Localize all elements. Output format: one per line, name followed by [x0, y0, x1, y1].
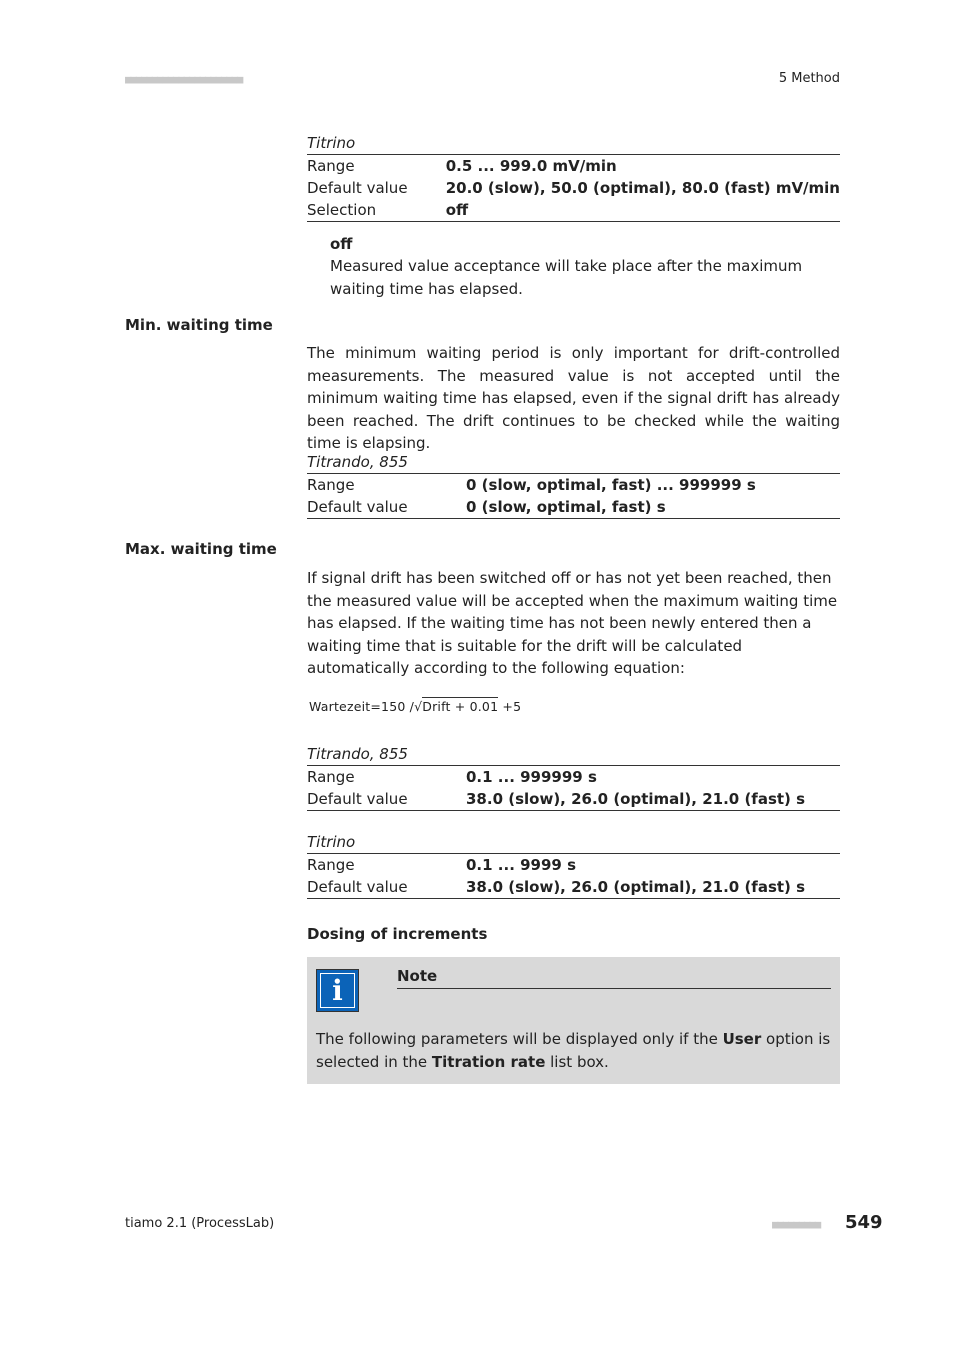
max-waiting-titrino-table-block [307, 831, 840, 899]
formula-radicand: Drift + 0.01 [422, 699, 499, 714]
param-key: Range [307, 476, 355, 494]
max-waiting-time-text: If signal drift has been switched off or has not yet been reached, then the measured value will be accepted when the maximum waiting time has elapsed. If the waiting time has not been newly entered then a waiting time that is suitable for the drift will be calculated automatically according to the following equation: [307, 569, 838, 677]
table-row [307, 474, 840, 497]
note-box [307, 957, 840, 1084]
note-text [316, 1028, 831, 1073]
note-titration-rate: Titration rate [431, 1052, 546, 1071]
param-value: off [445, 201, 469, 219]
dosing-increments-heading: Dosing of increments [307, 925, 488, 943]
header-decoration: ■■■■■■■■■■■■■■■■■■■■■■ [125, 73, 243, 86]
param-key: Default value [307, 790, 408, 808]
footer-decoration: ■■■■■■■■■ [772, 1218, 820, 1231]
table-row [307, 788, 840, 811]
param-key: Range [307, 157, 355, 175]
note-title: Note [397, 965, 831, 989]
param-value: 0.5 ... 999.0 mV/min [445, 157, 617, 175]
note-text-part: option is selected in the [316, 1030, 831, 1071]
chapter-title: 5 Method [778, 71, 840, 86]
table-caption: Titrino [307, 833, 356, 851]
param-value: 20.0 (slow), 50.0 (optimal), 80.0 (fast) mV/min [445, 179, 840, 197]
param-key: Default value [307, 179, 408, 197]
info-icon [316, 969, 359, 1012]
table-row [307, 155, 840, 178]
table-caption: Titrino [307, 134, 356, 152]
max-waiting-titrando-table-block [307, 743, 840, 811]
param-value: 38.0 (slow), 26.0 (optimal), 21.0 (fast) s [466, 790, 806, 808]
param-key: Selection [307, 201, 377, 219]
param-key: Default value [307, 878, 408, 896]
table-caption: Titrando, 855 [307, 745, 408, 763]
page-number: 549 [845, 1212, 883, 1233]
titrino-drift-table-block [307, 132, 840, 222]
parameter-table [307, 473, 840, 519]
max-waiting-time-heading: Max. waiting time [125, 540, 277, 558]
formula-lhs: Wartezeit=150 / [309, 699, 415, 714]
formula-tail: +5 [498, 699, 522, 714]
option-description: Measured value acceptance will take place after the maximum waiting time has elapsed. [330, 257, 803, 298]
table-row [307, 854, 840, 877]
root-sign: √ [414, 699, 423, 714]
min-waiting-time-heading: Min. waiting time [125, 316, 273, 334]
param-value: 38.0 (slow), 26.0 (optimal), 21.0 (fast) s [466, 878, 806, 896]
parameter-table [307, 154, 840, 222]
param-value: 0 (slow, optimal, fast) s [466, 498, 666, 516]
note-option-user: User [722, 1030, 762, 1048]
param-key: Range [307, 856, 355, 874]
parameter-table [307, 765, 840, 811]
min-waiting-time-text: The minimum waiting period is only important for drift-controlled measurements. The measured value is not accepted until the minimum waiting time has elapsed, even if the signal drift has already been reached. The drift continues to be checked while the waiting time is elapsing. [307, 344, 840, 452]
param-value: 0.1 ... 999999 s [466, 768, 597, 786]
param-value: 0 (slow, optimal, fast) ... 999999 s [466, 476, 756, 494]
note-text-part: list box. [545, 1052, 609, 1071]
param-key: Range [307, 768, 355, 786]
info-icon-glyph: i [320, 973, 355, 1008]
table-row [307, 876, 840, 899]
table-row [307, 177, 840, 199]
table-row [307, 766, 840, 789]
param-key: Default value [307, 498, 408, 516]
waiting-time-formula [309, 699, 521, 714]
min-waiting-table-block [307, 451, 840, 519]
table-row [307, 199, 840, 222]
off-option [330, 233, 840, 300]
option-term: off [330, 235, 353, 253]
note-text-part: The following parameters will be displayed only if the [316, 1030, 723, 1048]
table-row [307, 496, 840, 519]
footer-product: tiamo 2.1 (ProcessLab) [125, 1216, 275, 1231]
param-value: 0.1 ... 9999 s [466, 856, 577, 874]
table-caption: Titrando, 855 [307, 453, 408, 471]
parameter-table [307, 853, 840, 899]
